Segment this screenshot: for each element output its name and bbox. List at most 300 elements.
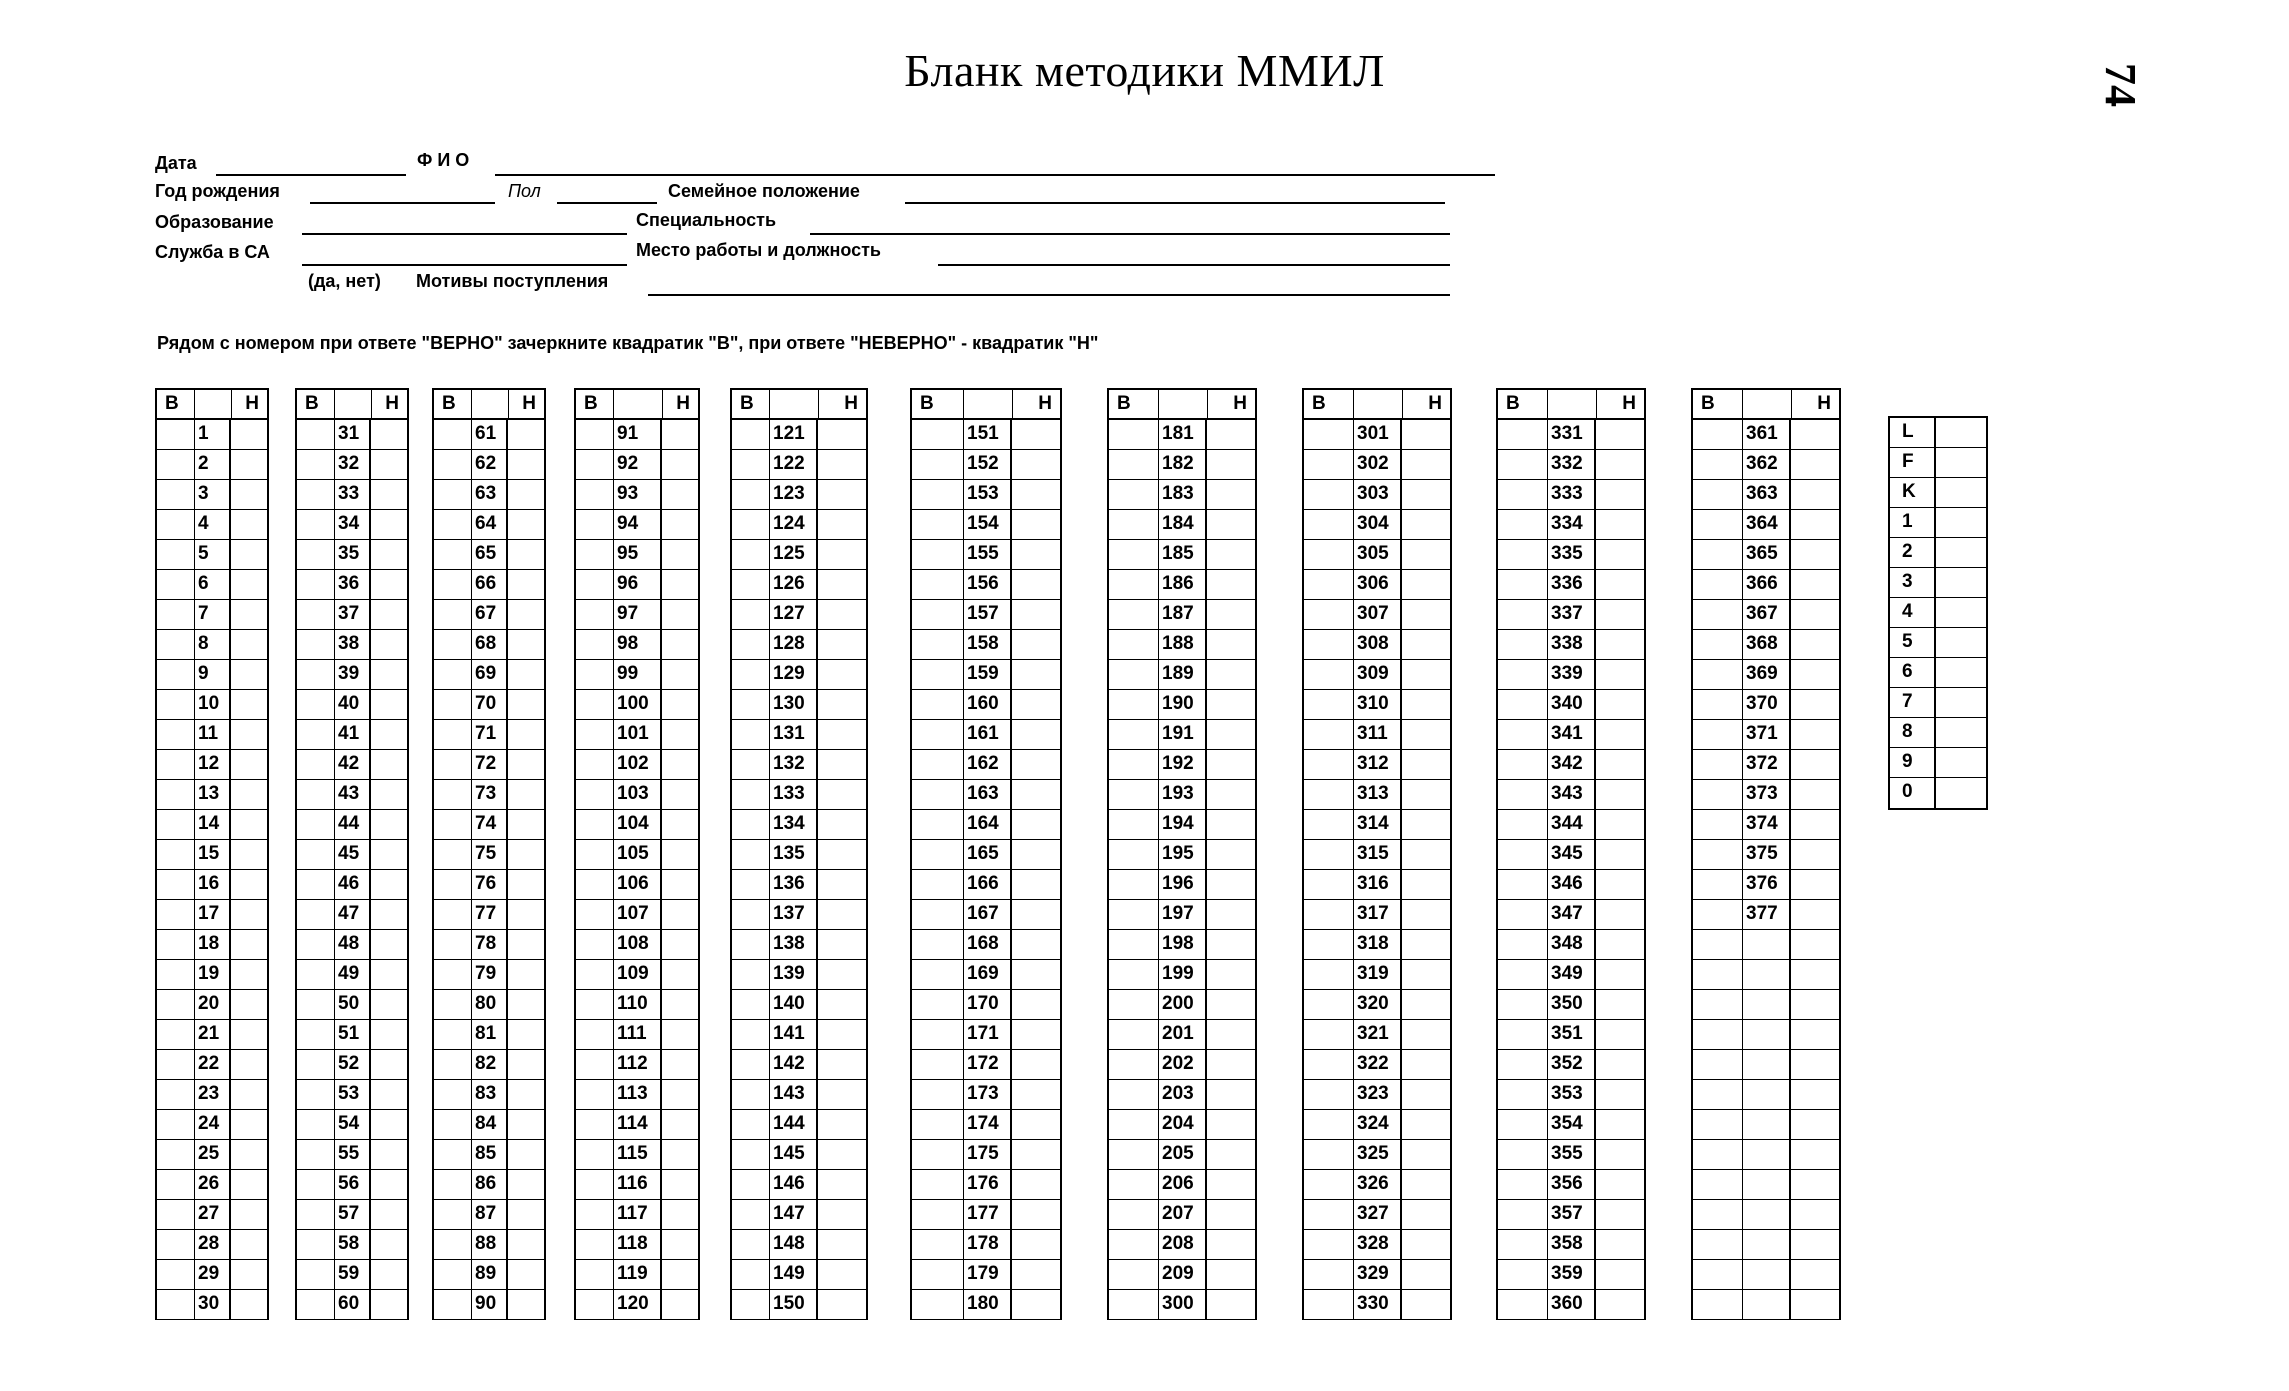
false-checkbox[interactable] xyxy=(1402,1050,1450,1079)
true-checkbox[interactable] xyxy=(1304,930,1354,959)
true-checkbox[interactable] xyxy=(1304,1080,1354,1109)
true-checkbox[interactable] xyxy=(576,1020,614,1049)
true-checkbox[interactable] xyxy=(1304,540,1354,569)
true-checkbox[interactable] xyxy=(732,420,770,449)
false-checkbox[interactable] xyxy=(231,510,267,539)
true-checkbox[interactable] xyxy=(912,1200,964,1229)
true-checkbox[interactable] xyxy=(1304,510,1354,539)
true-checkbox[interactable] xyxy=(297,840,335,869)
false-checkbox[interactable] xyxy=(371,990,407,1019)
motives-field[interactable] xyxy=(648,294,1450,296)
false-checkbox[interactable] xyxy=(1012,1260,1060,1289)
false-checkbox[interactable] xyxy=(1791,1080,1839,1109)
false-checkbox[interactable] xyxy=(1207,1260,1255,1289)
false-checkbox[interactable] xyxy=(371,630,407,659)
true-checkbox[interactable] xyxy=(297,720,335,749)
true-checkbox[interactable] xyxy=(1304,480,1354,509)
true-checkbox[interactable] xyxy=(1304,1260,1354,1289)
false-checkbox[interactable] xyxy=(1596,630,1644,659)
true-checkbox[interactable] xyxy=(1498,720,1548,749)
true-checkbox[interactable] xyxy=(1304,960,1354,989)
true-checkbox[interactable] xyxy=(157,1200,195,1229)
true-checkbox[interactable] xyxy=(157,690,195,719)
false-checkbox[interactable] xyxy=(1791,510,1839,539)
true-checkbox[interactable] xyxy=(297,1140,335,1169)
false-checkbox[interactable] xyxy=(1012,1230,1060,1259)
false-checkbox[interactable] xyxy=(1596,660,1644,689)
false-checkbox[interactable] xyxy=(1207,840,1255,869)
birth-year-field[interactable] xyxy=(310,202,495,204)
false-checkbox[interactable] xyxy=(1012,1290,1060,1319)
false-checkbox[interactable] xyxy=(818,1080,866,1109)
true-checkbox[interactable] xyxy=(576,990,614,1019)
false-checkbox[interactable] xyxy=(818,1050,866,1079)
true-checkbox[interactable] xyxy=(576,1050,614,1079)
true-checkbox[interactable] xyxy=(434,960,472,989)
true-checkbox[interactable] xyxy=(576,570,614,599)
false-checkbox[interactable] xyxy=(371,510,407,539)
false-checkbox[interactable] xyxy=(1207,720,1255,749)
true-checkbox[interactable] xyxy=(157,840,195,869)
true-checkbox[interactable] xyxy=(1498,510,1548,539)
false-checkbox[interactable] xyxy=(1012,810,1060,839)
true-checkbox[interactable] xyxy=(1693,810,1743,839)
scale-value-box[interactable] xyxy=(1936,718,1986,747)
true-checkbox[interactable] xyxy=(1109,1140,1159,1169)
true-checkbox[interactable] xyxy=(434,1080,472,1109)
true-checkbox[interactable] xyxy=(1693,660,1743,689)
false-checkbox[interactable] xyxy=(1402,420,1450,449)
false-checkbox[interactable] xyxy=(1207,1050,1255,1079)
true-checkbox[interactable] xyxy=(1498,660,1548,689)
false-checkbox[interactable] xyxy=(1791,1260,1839,1289)
true-checkbox[interactable] xyxy=(912,900,964,929)
true-checkbox[interactable] xyxy=(1693,1140,1743,1169)
false-checkbox[interactable] xyxy=(371,900,407,929)
true-checkbox[interactable] xyxy=(1693,1200,1743,1229)
false-checkbox[interactable] xyxy=(818,780,866,809)
true-checkbox[interactable] xyxy=(1109,990,1159,1019)
true-checkbox[interactable] xyxy=(157,1230,195,1259)
false-checkbox[interactable] xyxy=(662,1020,698,1049)
scale-value-box[interactable] xyxy=(1936,598,1986,627)
false-checkbox[interactable] xyxy=(371,420,407,449)
true-checkbox[interactable] xyxy=(732,1140,770,1169)
false-checkbox[interactable] xyxy=(1402,900,1450,929)
false-checkbox[interactable] xyxy=(1207,780,1255,809)
false-checkbox[interactable] xyxy=(1791,1110,1839,1139)
false-checkbox[interactable] xyxy=(818,1200,866,1229)
false-checkbox[interactable] xyxy=(1207,930,1255,959)
true-checkbox[interactable] xyxy=(434,810,472,839)
false-checkbox[interactable] xyxy=(1207,960,1255,989)
specialty-field[interactable] xyxy=(810,233,1450,235)
true-checkbox[interactable] xyxy=(157,1260,195,1289)
true-checkbox[interactable] xyxy=(157,720,195,749)
true-checkbox[interactable] xyxy=(297,450,335,479)
true-checkbox[interactable] xyxy=(576,600,614,629)
false-checkbox[interactable] xyxy=(662,1110,698,1139)
false-checkbox[interactable] xyxy=(1596,930,1644,959)
false-checkbox[interactable] xyxy=(231,1200,267,1229)
false-checkbox[interactable] xyxy=(662,780,698,809)
date-field[interactable] xyxy=(216,174,406,176)
true-checkbox[interactable] xyxy=(912,960,964,989)
false-checkbox[interactable] xyxy=(371,600,407,629)
false-checkbox[interactable] xyxy=(371,480,407,509)
true-checkbox[interactable] xyxy=(732,930,770,959)
false-checkbox[interactable] xyxy=(662,630,698,659)
true-checkbox[interactable] xyxy=(1498,1200,1548,1229)
false-checkbox[interactable] xyxy=(1207,540,1255,569)
false-checkbox[interactable] xyxy=(1012,1110,1060,1139)
true-checkbox[interactable] xyxy=(297,990,335,1019)
true-checkbox[interactable] xyxy=(912,1170,964,1199)
true-checkbox[interactable] xyxy=(1693,570,1743,599)
true-checkbox[interactable] xyxy=(1109,1230,1159,1259)
true-checkbox[interactable] xyxy=(1693,1230,1743,1259)
education-field[interactable] xyxy=(302,233,627,235)
false-checkbox[interactable] xyxy=(371,1140,407,1169)
true-checkbox[interactable] xyxy=(1304,840,1354,869)
false-checkbox[interactable] xyxy=(818,510,866,539)
false-checkbox[interactable] xyxy=(1596,1260,1644,1289)
false-checkbox[interactable] xyxy=(1012,960,1060,989)
false-checkbox[interactable] xyxy=(1402,930,1450,959)
false-checkbox[interactable] xyxy=(1012,1050,1060,1079)
true-checkbox[interactable] xyxy=(157,450,195,479)
true-checkbox[interactable] xyxy=(1693,1110,1743,1139)
false-checkbox[interactable] xyxy=(231,630,267,659)
true-checkbox[interactable] xyxy=(1498,420,1548,449)
true-checkbox[interactable] xyxy=(1109,570,1159,599)
false-checkbox[interactable] xyxy=(1596,1170,1644,1199)
true-checkbox[interactable] xyxy=(732,690,770,719)
true-checkbox[interactable] xyxy=(576,810,614,839)
true-checkbox[interactable] xyxy=(297,810,335,839)
true-checkbox[interactable] xyxy=(732,840,770,869)
true-checkbox[interactable] xyxy=(732,480,770,509)
false-checkbox[interactable] xyxy=(1402,1260,1450,1289)
true-checkbox[interactable] xyxy=(1304,1140,1354,1169)
true-checkbox[interactable] xyxy=(912,660,964,689)
false-checkbox[interactable] xyxy=(818,930,866,959)
false-checkbox[interactable] xyxy=(1596,720,1644,749)
false-checkbox[interactable] xyxy=(662,810,698,839)
true-checkbox[interactable] xyxy=(297,900,335,929)
false-checkbox[interactable] xyxy=(1596,600,1644,629)
false-checkbox[interactable] xyxy=(371,870,407,899)
false-checkbox[interactable] xyxy=(818,960,866,989)
true-checkbox[interactable] xyxy=(297,1080,335,1109)
false-checkbox[interactable] xyxy=(662,1260,698,1289)
false-checkbox[interactable] xyxy=(1207,450,1255,479)
false-checkbox[interactable] xyxy=(1596,1290,1644,1319)
true-checkbox[interactable] xyxy=(434,990,472,1019)
false-checkbox[interactable] xyxy=(231,900,267,929)
true-checkbox[interactable] xyxy=(1693,900,1743,929)
true-checkbox[interactable] xyxy=(912,1140,964,1169)
scale-value-box[interactable] xyxy=(1936,658,1986,687)
false-checkbox[interactable] xyxy=(1791,720,1839,749)
false-checkbox[interactable] xyxy=(371,540,407,569)
true-checkbox[interactable] xyxy=(912,750,964,779)
false-checkbox[interactable] xyxy=(818,660,866,689)
false-checkbox[interactable] xyxy=(662,450,698,479)
true-checkbox[interactable] xyxy=(297,1290,335,1319)
false-checkbox[interactable] xyxy=(1596,420,1644,449)
false-checkbox[interactable] xyxy=(818,1170,866,1199)
false-checkbox[interactable] xyxy=(1207,660,1255,689)
true-checkbox[interactable] xyxy=(157,780,195,809)
false-checkbox[interactable] xyxy=(371,780,407,809)
false-checkbox[interactable] xyxy=(1012,750,1060,779)
true-checkbox[interactable] xyxy=(912,990,964,1019)
true-checkbox[interactable] xyxy=(434,1260,472,1289)
false-checkbox[interactable] xyxy=(508,450,544,479)
true-checkbox[interactable] xyxy=(912,570,964,599)
false-checkbox[interactable] xyxy=(818,450,866,479)
true-checkbox[interactable] xyxy=(1109,1110,1159,1139)
false-checkbox[interactable] xyxy=(1791,810,1839,839)
false-checkbox[interactable] xyxy=(371,690,407,719)
true-checkbox[interactable] xyxy=(297,930,335,959)
false-checkbox[interactable] xyxy=(1012,690,1060,719)
false-checkbox[interactable] xyxy=(1012,570,1060,599)
false-checkbox[interactable] xyxy=(1402,600,1450,629)
true-checkbox[interactable] xyxy=(297,750,335,779)
false-checkbox[interactable] xyxy=(508,960,544,989)
false-checkbox[interactable] xyxy=(662,600,698,629)
false-checkbox[interactable] xyxy=(508,1170,544,1199)
true-checkbox[interactable] xyxy=(576,960,614,989)
false-checkbox[interactable] xyxy=(818,690,866,719)
false-checkbox[interactable] xyxy=(662,720,698,749)
true-checkbox[interactable] xyxy=(732,450,770,479)
true-checkbox[interactable] xyxy=(1109,900,1159,929)
true-checkbox[interactable] xyxy=(1693,510,1743,539)
true-checkbox[interactable] xyxy=(1693,960,1743,989)
false-checkbox[interactable] xyxy=(818,600,866,629)
true-checkbox[interactable] xyxy=(157,960,195,989)
scale-value-box[interactable] xyxy=(1936,568,1986,597)
false-checkbox[interactable] xyxy=(508,750,544,779)
true-checkbox[interactable] xyxy=(1109,840,1159,869)
true-checkbox[interactable] xyxy=(157,1110,195,1139)
false-checkbox[interactable] xyxy=(508,1110,544,1139)
true-checkbox[interactable] xyxy=(434,1050,472,1079)
true-checkbox[interactable] xyxy=(1109,750,1159,779)
true-checkbox[interactable] xyxy=(732,1080,770,1109)
false-checkbox[interactable] xyxy=(508,1260,544,1289)
false-checkbox[interactable] xyxy=(1207,480,1255,509)
true-checkbox[interactable] xyxy=(157,420,195,449)
true-checkbox[interactable] xyxy=(1498,810,1548,839)
true-checkbox[interactable] xyxy=(434,1020,472,1049)
false-checkbox[interactable] xyxy=(1207,630,1255,659)
true-checkbox[interactable] xyxy=(1109,810,1159,839)
true-checkbox[interactable] xyxy=(1109,930,1159,959)
true-checkbox[interactable] xyxy=(1109,630,1159,659)
false-checkbox[interactable] xyxy=(1012,660,1060,689)
false-checkbox[interactable] xyxy=(1402,720,1450,749)
true-checkbox[interactable] xyxy=(912,780,964,809)
false-checkbox[interactable] xyxy=(231,600,267,629)
false-checkbox[interactable] xyxy=(1012,990,1060,1019)
false-checkbox[interactable] xyxy=(231,840,267,869)
true-checkbox[interactable] xyxy=(1304,720,1354,749)
true-checkbox[interactable] xyxy=(1109,720,1159,749)
true-checkbox[interactable] xyxy=(1693,690,1743,719)
false-checkbox[interactable] xyxy=(1596,1020,1644,1049)
true-checkbox[interactable] xyxy=(297,1020,335,1049)
false-checkbox[interactable] xyxy=(818,1140,866,1169)
false-checkbox[interactable] xyxy=(1012,870,1060,899)
false-checkbox[interactable] xyxy=(1207,600,1255,629)
true-checkbox[interactable] xyxy=(434,1140,472,1169)
true-checkbox[interactable] xyxy=(576,1230,614,1259)
true-checkbox[interactable] xyxy=(434,1290,472,1319)
true-checkbox[interactable] xyxy=(1498,1170,1548,1199)
scale-value-box[interactable] xyxy=(1936,748,1986,777)
false-checkbox[interactable] xyxy=(1207,1140,1255,1169)
true-checkbox[interactable] xyxy=(732,570,770,599)
true-checkbox[interactable] xyxy=(297,960,335,989)
false-checkbox[interactable] xyxy=(1791,690,1839,719)
false-checkbox[interactable] xyxy=(1012,720,1060,749)
false-checkbox[interactable] xyxy=(1596,1140,1644,1169)
false-checkbox[interactable] xyxy=(231,720,267,749)
true-checkbox[interactable] xyxy=(912,1290,964,1319)
army-service-field[interactable] xyxy=(302,264,627,266)
false-checkbox[interactable] xyxy=(1596,570,1644,599)
true-checkbox[interactable] xyxy=(434,780,472,809)
true-checkbox[interactable] xyxy=(1693,870,1743,899)
true-checkbox[interactable] xyxy=(434,480,472,509)
false-checkbox[interactable] xyxy=(231,690,267,719)
false-checkbox[interactable] xyxy=(662,900,698,929)
true-checkbox[interactable] xyxy=(1304,750,1354,779)
true-checkbox[interactable] xyxy=(1693,600,1743,629)
false-checkbox[interactable] xyxy=(1596,960,1644,989)
true-checkbox[interactable] xyxy=(1304,660,1354,689)
true-checkbox[interactable] xyxy=(1109,690,1159,719)
false-checkbox[interactable] xyxy=(371,1260,407,1289)
false-checkbox[interactable] xyxy=(1207,750,1255,779)
false-checkbox[interactable] xyxy=(1791,600,1839,629)
true-checkbox[interactable] xyxy=(297,690,335,719)
false-checkbox[interactable] xyxy=(231,930,267,959)
true-checkbox[interactable] xyxy=(434,600,472,629)
true-checkbox[interactable] xyxy=(576,870,614,899)
false-checkbox[interactable] xyxy=(1402,660,1450,689)
false-checkbox[interactable] xyxy=(1402,1020,1450,1049)
false-checkbox[interactable] xyxy=(508,540,544,569)
true-checkbox[interactable] xyxy=(732,510,770,539)
true-checkbox[interactable] xyxy=(1304,1110,1354,1139)
false-checkbox[interactable] xyxy=(508,870,544,899)
true-checkbox[interactable] xyxy=(576,450,614,479)
true-checkbox[interactable] xyxy=(912,840,964,869)
true-checkbox[interactable] xyxy=(912,540,964,569)
false-checkbox[interactable] xyxy=(508,480,544,509)
true-checkbox[interactable] xyxy=(434,1110,472,1139)
false-checkbox[interactable] xyxy=(371,960,407,989)
false-checkbox[interactable] xyxy=(818,1020,866,1049)
false-checkbox[interactable] xyxy=(508,1200,544,1229)
scale-value-box[interactable] xyxy=(1936,508,1986,537)
true-checkbox[interactable] xyxy=(732,1290,770,1319)
true-checkbox[interactable] xyxy=(732,750,770,779)
true-checkbox[interactable] xyxy=(1693,540,1743,569)
false-checkbox[interactable] xyxy=(508,1050,544,1079)
true-checkbox[interactable] xyxy=(732,900,770,929)
false-checkbox[interactable] xyxy=(1791,420,1839,449)
true-checkbox[interactable] xyxy=(1109,540,1159,569)
false-checkbox[interactable] xyxy=(371,1020,407,1049)
false-checkbox[interactable] xyxy=(662,1290,698,1319)
true-checkbox[interactable] xyxy=(157,1020,195,1049)
false-checkbox[interactable] xyxy=(1596,870,1644,899)
false-checkbox[interactable] xyxy=(1012,1140,1060,1169)
true-checkbox[interactable] xyxy=(576,630,614,659)
false-checkbox[interactable] xyxy=(662,1230,698,1259)
false-checkbox[interactable] xyxy=(1207,870,1255,899)
true-checkbox[interactable] xyxy=(912,720,964,749)
true-checkbox[interactable] xyxy=(576,1140,614,1169)
true-checkbox[interactable] xyxy=(576,1260,614,1289)
false-checkbox[interactable] xyxy=(371,1230,407,1259)
false-checkbox[interactable] xyxy=(1402,690,1450,719)
true-checkbox[interactable] xyxy=(1498,1020,1548,1049)
true-checkbox[interactable] xyxy=(732,1110,770,1139)
false-checkbox[interactable] xyxy=(662,540,698,569)
false-checkbox[interactable] xyxy=(1402,960,1450,989)
false-checkbox[interactable] xyxy=(1207,1020,1255,1049)
true-checkbox[interactable] xyxy=(434,900,472,929)
true-checkbox[interactable] xyxy=(157,1050,195,1079)
false-checkbox[interactable] xyxy=(231,420,267,449)
false-checkbox[interactable] xyxy=(1791,540,1839,569)
true-checkbox[interactable] xyxy=(576,480,614,509)
true-checkbox[interactable] xyxy=(912,1260,964,1289)
true-checkbox[interactable] xyxy=(157,900,195,929)
false-checkbox[interactable] xyxy=(508,780,544,809)
false-checkbox[interactable] xyxy=(1012,510,1060,539)
false-checkbox[interactable] xyxy=(371,570,407,599)
true-checkbox[interactable] xyxy=(1304,1290,1354,1319)
true-checkbox[interactable] xyxy=(1304,900,1354,929)
true-checkbox[interactable] xyxy=(1498,1080,1548,1109)
workplace-field[interactable] xyxy=(938,264,1450,266)
false-checkbox[interactable] xyxy=(1012,1080,1060,1109)
true-checkbox[interactable] xyxy=(912,510,964,539)
true-checkbox[interactable] xyxy=(157,660,195,689)
true-checkbox[interactable] xyxy=(912,480,964,509)
true-checkbox[interactable] xyxy=(297,420,335,449)
false-checkbox[interactable] xyxy=(1791,840,1839,869)
true-checkbox[interactable] xyxy=(732,780,770,809)
false-checkbox[interactable] xyxy=(818,900,866,929)
true-checkbox[interactable] xyxy=(1693,1080,1743,1109)
false-checkbox[interactable] xyxy=(1012,450,1060,479)
true-checkbox[interactable] xyxy=(1109,1260,1159,1289)
false-checkbox[interactable] xyxy=(1012,630,1060,659)
false-checkbox[interactable] xyxy=(508,810,544,839)
true-checkbox[interactable] xyxy=(1498,1110,1548,1139)
false-checkbox[interactable] xyxy=(662,1080,698,1109)
true-checkbox[interactable] xyxy=(1304,1050,1354,1079)
